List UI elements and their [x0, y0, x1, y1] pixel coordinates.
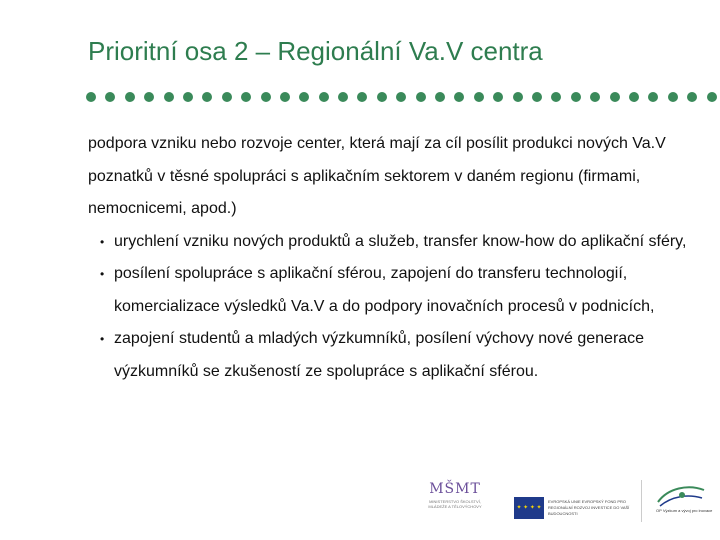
msmt-logo-mark: MŠMT [429, 481, 481, 497]
logo-divider [641, 480, 642, 522]
divider-dot [668, 92, 678, 102]
divider-dot [377, 92, 387, 102]
divider-dot [648, 92, 658, 102]
divider-dot [416, 92, 426, 102]
eu-logo-text: EVROPSKÁ UNIE EVROPSKÝ FOND PRO REGIONÁLNÍ ROZVOJ INVESTICE DO VAŠÍ BUDOUCNOSTI [548, 499, 630, 516]
divider-dot [319, 92, 329, 102]
divider-dot [144, 92, 154, 102]
dotted-divider [86, 92, 720, 106]
divider-dot [687, 92, 697, 102]
intro-paragraph: podpora vzniku nebo rozvoje center, která mají za cíl posílit produkci nových Va.V poznatků v těsné spolupráci s aplikačním sektorem v daném regionu (firmami, nemocnicemi, apod.) [88, 135, 666, 217]
divider-dot [454, 92, 464, 102]
divider-dot [338, 92, 348, 102]
divider-dot [396, 92, 406, 102]
divider-dot [183, 92, 193, 102]
divider-dot [105, 92, 115, 102]
bullet-list [88, 226, 698, 389]
bullet-text: urychlení vzniku nových produktů a služeb, transfer know-how do aplikační sféry, [114, 232, 687, 250]
divider-dot [299, 92, 309, 102]
bullet-icon: • [100, 267, 105, 281]
divider-dot [532, 92, 542, 102]
eu-flag-icon: ✦ ✦ ✦ ✦ [514, 497, 544, 519]
divider-dot [261, 92, 271, 102]
divider-dot [551, 92, 561, 102]
divider-dot [164, 92, 174, 102]
divider-dot [222, 92, 232, 102]
divider-dot [280, 92, 290, 102]
slide-content [88, 128, 698, 388]
divider-dot [474, 92, 484, 102]
divider-dot [202, 92, 212, 102]
divider-dot [590, 92, 600, 102]
list-item [88, 226, 698, 259]
bullet-text: zapojení studentů a mladých výzkumníků, posílení výchovy nové generace výzkumníků se zkušeností ze spolupráce s aplikační sférou. [114, 330, 645, 380]
bullet-icon: • [100, 234, 105, 249]
divider-dot [610, 92, 620, 102]
divider-dot [493, 92, 503, 102]
divider-dot [125, 92, 135, 102]
msmt-logo [420, 482, 490, 522]
msmt-logo-text: MINISTERSTVO ŠKOLSTVÍ, MLÁDEŽE A TĚLOVÝCHOVY [428, 499, 482, 509]
divider-dot [435, 92, 445, 102]
op-logo-text: OP Výzkum a vývoj pro inovace [656, 508, 713, 513]
divider-dot [629, 92, 639, 102]
divider-dot [513, 92, 523, 102]
divider-dot [707, 92, 717, 102]
list-item [88, 258, 698, 323]
list-item [88, 323, 698, 388]
op-vavpi-logo-icon [654, 480, 710, 524]
divider-dot [86, 92, 96, 102]
slide-title: Prioritní osa 2 – Regionální Va.V centra [88, 36, 543, 66]
divider-dot [241, 92, 251, 102]
bullet-text: posílení spolupráce s aplikační sférou, zapojení do transferu technologií, komercializace výsledků Va.V a do podpory inovačních procesů v podnicích, [114, 265, 655, 315]
divider-dot [571, 92, 581, 102]
bullet-icon: • [100, 332, 105, 346]
divider-dot [357, 92, 367, 102]
